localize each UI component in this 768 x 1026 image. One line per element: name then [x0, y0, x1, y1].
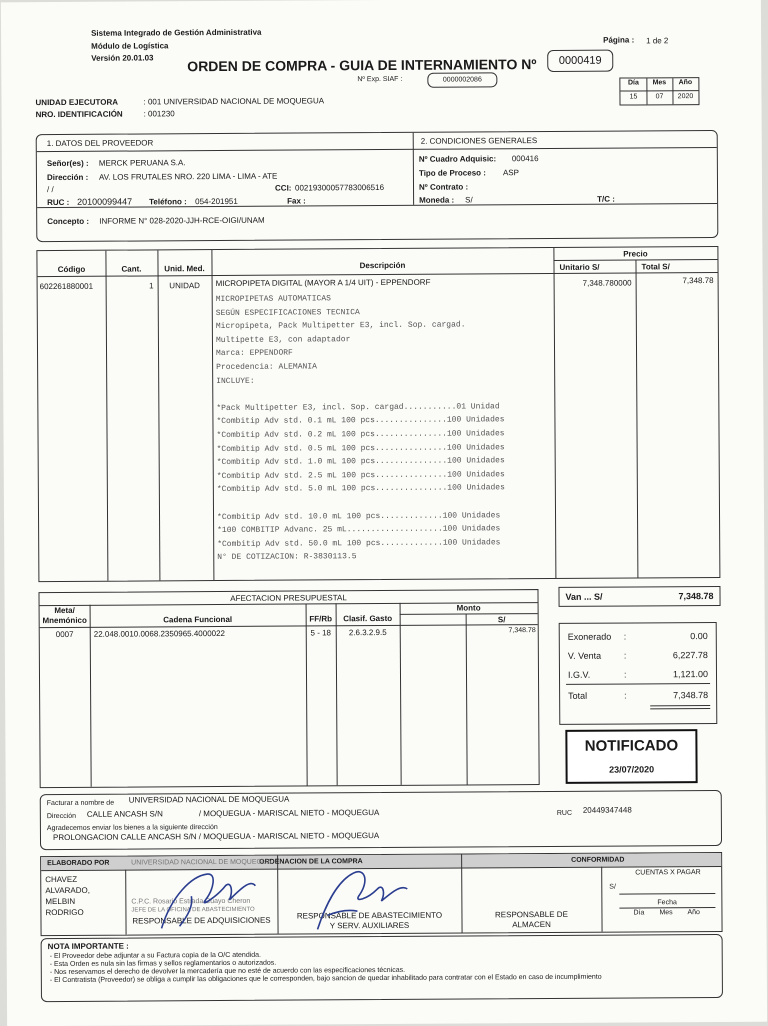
item-unid: UNIDAD [169, 281, 200, 291]
item-cant: 1 [149, 281, 154, 291]
order-number: 0000419 [547, 50, 613, 72]
moneda-value: S/ [465, 195, 473, 205]
desc-line: Marca: EPPENDORF [216, 348, 293, 359]
date-day: 15 [629, 93, 638, 101]
version: Versión 20.01.03 [91, 53, 154, 63]
senor-label: Señor(es) : [46, 158, 89, 169]
exec-unit-label: UNIDAD EJECUTORA [35, 97, 119, 108]
item-title: MICROPIPETA DIGITAL (MAYOR A 1/4 UIT) - EPPENDORF [215, 277, 431, 289]
total-value: 7,348.78 [673, 690, 709, 701]
ordenacion-label: ORDENACION DE LA COMPRA [259, 858, 363, 866]
tipo-label: Tipo de Proceso : [418, 168, 486, 178]
desc-line: *Pack Multipetter E3, incl. Sop. cargad...........01 Unidad [216, 402, 500, 413]
budget-clasif: 2.6.3.2.9.5 [348, 627, 387, 638]
desc-line: *100 COMBITIP Advanc. 25 mL....................100 Unidades [217, 524, 501, 536]
van-label: Van ... S/ [565, 591, 603, 602]
col-unitario: Unitario S/ [559, 262, 600, 272]
cci-label: CCI: [274, 183, 292, 193]
desc-line: N° DE COTIZACION: R-3830113.5 [217, 552, 357, 563]
resp-adquisiciones: RESPONSABLE DE ADQUISICIONES [132, 915, 271, 926]
moneda-label: Moneda : [419, 195, 455, 205]
item-description-block [216, 291, 506, 565]
billing-dir-city: / MOQUEGUA - MARISCAL NIETO - MOQUEGUA [198, 808, 380, 819]
item-total: 7,348.78 [682, 275, 714, 286]
col-cadena: Cadena Funcional [163, 614, 233, 625]
col-unid: Unid. Med. [164, 264, 205, 274]
vventa-value: 6,227.78 [672, 650, 708, 661]
billing-box [40, 790, 722, 850]
budget-title: AFECTACION PRESUPUESTAL [230, 593, 347, 603]
date-box [619, 77, 699, 105]
notificado-stamp [565, 729, 697, 784]
budget-meta: 0007 [55, 629, 74, 640]
signature-scribble-1 [121, 856, 301, 935]
facturar-value: UNIVERSIDAD NACIONAL DE MOQUEGUA [128, 794, 290, 805]
totals-box: Exonerado : 0.00 V. Venta : 6,227.78 I.G.V. : 1,121.00 Total : 7,348.78 [559, 622, 718, 725]
tipo-value: ASP [502, 168, 519, 178]
page-label: Página : [603, 35, 635, 45]
ruc-label: RUC : [47, 197, 70, 208]
col-cant: Cant. [121, 264, 142, 274]
notes-title: NOTA IMPORTANTE : [47, 941, 129, 952]
direccion-label: Dirección : [46, 172, 89, 183]
desc-line: *Combitip Adv std. 10.0 mL 100 pcs.............100 Unidades [217, 510, 501, 522]
fecha-dia: Día [633, 909, 645, 917]
budget-monto: 7,348.78 [508, 627, 536, 635]
id-value: : 001230 [143, 109, 175, 119]
fax-label: Fax : [287, 196, 306, 206]
conditions-section-title: 2. CONDICIONES GENERALES [420, 136, 538, 146]
desc-line: *Combitip Adv std. 0.1 mL 100 pcs...............100 Unidades [216, 415, 505, 427]
date-year: 2020 [677, 93, 694, 101]
igv-value: 1,121.00 [672, 669, 709, 680]
billing-ruc-label: RUC [556, 809, 573, 817]
desc-line: SEGÚN ESPECIFICACIONES TECNICA [215, 307, 360, 318]
seal-university: UNIVERSIDAD NACIONAL DE MOQUEGUA [131, 858, 272, 867]
provider-conditions-box [36, 130, 719, 242]
fecha-mes: Mes [659, 909, 673, 917]
send-label: Agradecemos enviar los bienes a la siguiente dirección [46, 824, 218, 833]
concepto-value: INFORME N° 028-2020-JJH-RCE-OIGI/UNAM [99, 215, 265, 226]
fecha-label: Fecha [657, 899, 677, 907]
provider-section-title: 1. DATOS DEL PROVEEDOR [46, 138, 154, 149]
exonerado-label: Exonerado [567, 631, 612, 642]
seal-role: JEFE DE LA OFICINA DE ABASTECIMIENTO [131, 906, 255, 914]
note-line: - Nos reservamos el derecho de devolver la mercadería que no esté de acuerdo con las especificaciones técnicas. [49, 966, 406, 977]
exonerado-value: 0.00 [690, 631, 708, 642]
siaf-label: Nº Exp. SIAF : [357, 75, 403, 84]
van-box [558, 586, 720, 607]
cuadro-label: Nº Cuadro Adquisic: [418, 154, 497, 164]
vventa-label: V. Venta [567, 650, 602, 661]
desc-line: *Combitip Adv std. 1.0 mL 100 pcs...............100 Unidades [216, 456, 505, 468]
col-codigo: Código [57, 264, 86, 274]
items-table [36, 246, 720, 582]
signatures-box [40, 852, 722, 936]
ruc-value: 20100099447 [77, 196, 133, 207]
desc-line: *Combitip Adv std. 2.5 mL 100 pcs...............100 Unidades [216, 469, 505, 481]
date-month: 07 [655, 93, 664, 101]
van-value: 7,348.78 [678, 590, 714, 602]
col-mnemonico: Mnemónico [42, 615, 87, 626]
col-soles: S/ [497, 615, 506, 625]
direccion-value: AV. LOS FRUTALES NRO. 220 LIMA - LIMA - ATE [98, 171, 278, 182]
desc-line: Procedencia: ALEMANIA [216, 362, 317, 372]
elaborado-label: ELABORADO POR [47, 859, 110, 868]
note-line: - Esta Orden es nula sin las firmas y sellos reglamentarios o autorizados. [49, 959, 277, 969]
date-year-label: Año [678, 79, 693, 87]
send-value: PROLONGACION CALLE ANCASH S/N / MOQUEGUA - MARISCAL NIETO - MOQUEGUA [52, 831, 380, 843]
cuadro-value: 000416 [511, 154, 539, 164]
notes-box [41, 934, 723, 1002]
direccion-extra: / / [46, 185, 54, 195]
total-label: Total [568, 690, 588, 701]
senor-value: MERCK PERUANA S.A. [98, 158, 186, 168]
date-day-label: Día [627, 79, 639, 87]
igv-label: I.G.V. [567, 669, 591, 680]
cuentas-soles: S/ [609, 883, 616, 891]
desc-line: *Combitip Adv std. 50.0 mL 100 pcs.............100 Unidades [217, 537, 501, 549]
purchase-order-page [1, 0, 767, 1026]
item-codigo: 602261880001 [39, 281, 94, 292]
stamp-title: NOTIFICADO [584, 737, 679, 755]
resp-abastecimiento: RESPONSABLE DE ABASTECIMIENTO Y SERV. AUXILIARES [296, 910, 443, 931]
contrato-label: Nº Contrato : [418, 182, 469, 192]
facturar-label: Facturar a nombre de [46, 799, 115, 808]
resp-almacen: RESPONSABLE DE ALMACEN [494, 909, 568, 930]
billing-dir-label: Dirección [46, 812, 77, 821]
desc-line: INCLUYE: [216, 376, 255, 386]
id-label: NRO. IDENTIFICACIÓN [35, 109, 123, 120]
tc-label: T/C : [597, 194, 615, 204]
desc-line: Multipette E3, con adaptador [215, 334, 351, 345]
note-line: - El Contratista (Proveedor) se obliga a cumplir las obligaciones que le corresponden, bajo sancion de quedar inhabilitado para contratar con el Estado en caso de incumplimiento [49, 973, 602, 985]
fecha-anio: Año [687, 909, 700, 917]
signature-scribble-2 [297, 855, 457, 934]
billing-ruc-value: 20449347448 [582, 805, 632, 815]
col-meta: Meta/ [54, 605, 75, 616]
item-unitario: 7,348.780000 [582, 278, 632, 288]
desc-line: MICROPIPETAS AUTOMATICAS [215, 294, 331, 305]
desc-line: *Combitip Adv std. 5.0 mL 100 pcs...............100 Unidades [216, 483, 505, 495]
page-value: 1 de 2 [646, 36, 669, 46]
conformidad-label: CONFORMIDAD [571, 856, 625, 864]
date-month-label: Mes [652, 79, 667, 87]
col-clasif: Clasif. Gasto [343, 613, 393, 624]
desc-line: *Combitip Adv std. 0.2 mL 100 pcs...............100 Unidades [216, 429, 505, 440]
budget-cadena: 22.048.0010.0068.2350965.4000022 [93, 628, 226, 639]
system-name: Sistema Integrado de Gestión Administrativa [91, 27, 262, 38]
exec-unit-value: : 001 UNIVERSIDAD NACIONAL DE MOQUEGUA [143, 96, 325, 107]
elaborado-name: CHAVEZ ALVARADO, MELBIN RODRIGO [45, 874, 90, 918]
desc-line: Micropipeta, Pack Multipetter E3, incl. Sop. cargad. [215, 320, 466, 332]
budget-table [38, 589, 539, 788]
desc-line: *Combitip Adv std. 0.5 mL 100 pcs...............100 Unidades [216, 442, 505, 454]
col-precio: Precio [623, 249, 648, 259]
col-total: Total S/ [641, 262, 670, 272]
budget-ffrb: 5 - 18 [310, 628, 331, 638]
col-monto: Monto [456, 603, 481, 613]
seal-person: C.P.C. Rosario Estrada Cuayo Cheron [131, 897, 251, 906]
siaf-value: 0000002086 [427, 72, 497, 87]
stamp-date: 23/07/2020 [609, 764, 655, 775]
note-line: - El Proveedor debe adjuntar a su Factura copia de la O/C atendida. [49, 951, 262, 961]
telefono-label: Teléfono : [149, 197, 187, 207]
col-descripcion: Descripción [359, 260, 406, 271]
cci-value: 00219300057783006516 [294, 182, 385, 193]
billing-dir-value: CALLE ANCASH S/N [86, 809, 163, 819]
telefono-value: 054-201951 [195, 196, 238, 207]
concepto-label: Concepto : [47, 216, 90, 227]
document-title: ORDEN DE COMPRA - GUIA DE INTERNAMIENTO Nº [187, 56, 537, 75]
col-ffrb: FF/Rb [309, 614, 333, 624]
module-name: Módulo de Logística [91, 41, 169, 51]
cuentas-x-pagar: CUENTAS X PAGAR [635, 869, 701, 877]
